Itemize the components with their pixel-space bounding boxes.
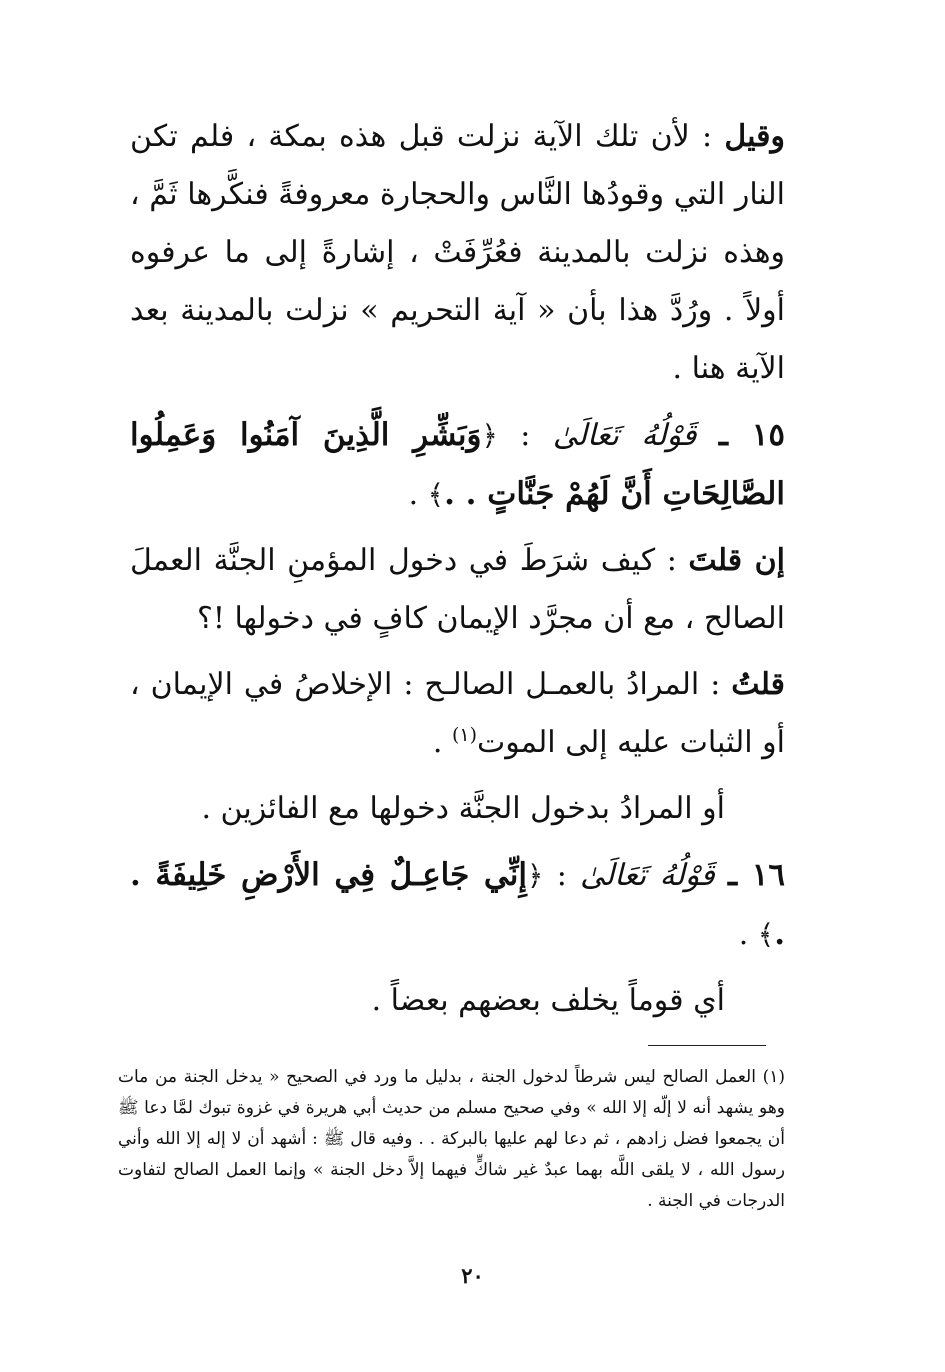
paragraph-3-text: : المرادُ بالعمـل الصالـح : الإخلاصُ في الإيمان ، أو الثبات عليه إلى الموت: [130, 667, 785, 760]
verse-16-text: إِنِّي جَاعِـلٌ فِي الأَرْضِ خَلِيفَةً . .: [130, 857, 785, 952]
verse-15-colon: :: [497, 418, 553, 453]
page-number: ٢٠: [461, 1263, 484, 1288]
paragraph-1-text: : لأن تلك الآية نزلت قبل هذه بمكة ، فلم تكن النار التي وقودُها النَّاس والحجارة معروفةً فنكَّرها ثَمَّ ، وهذه نزلت بالمدينة فعُرِّفَتْ ، إشارةً إلى ما عرفوه أولاً . ورُدَّ هذا بأن « آية التحريم » نزلت بالمدينة بعد الآية هنا .: [130, 119, 785, 386]
verse-16-heading: قَوْلُهُ تَعَالَىٰ: [580, 858, 715, 893]
verse-15-close-bracket: ﴾: [427, 478, 445, 511]
verse-15-end: .: [408, 477, 428, 512]
footnote-marker: (١): [451, 724, 478, 746]
footnote: [118, 1062, 785, 1217]
verse-15-open-bracket: ﴿: [481, 419, 498, 452]
paragraph-3-keyword: قلتُ: [731, 667, 785, 702]
verse-16-close-bracket: ﴾: [757, 918, 775, 951]
paragraph-3: [130, 656, 785, 772]
paragraph-2: [130, 532, 785, 648]
main-text: [130, 108, 785, 1030]
verse-16-end: .: [738, 917, 758, 952]
paragraph-2-keyword: إن قلتَ: [688, 543, 785, 578]
verse-16-open-bracket: ﴿: [526, 859, 544, 892]
verse-16: [130, 846, 785, 964]
paragraph-1-keyword: وقيل: [724, 119, 785, 154]
paragraph-1: [130, 108, 785, 398]
verse-15-number: ١٥ ـ: [718, 417, 785, 453]
verse-15-text: وَبَشِّرِ الَّذِينَ آمَنُوا وَعَمِلُوا الصَّالِحَاتِ أَنَّ لَهُمْ جَنَّاتٍ . .: [130, 417, 785, 512]
footnote-separator: [648, 1045, 766, 1046]
paragraph-2-text: : كيف شرَطَ في دخول المؤمنِ الجنَّة العملَ الصالح ، مع أن مجرَّد الإيمان كافٍ في دخولها !؟: [130, 543, 785, 636]
paragraph-4: [130, 780, 785, 838]
paragraph-5-text: أي قوماً يخلف بعضهم بعضاً .: [371, 983, 725, 1018]
verse-15: [130, 406, 785, 524]
verse-16-colon: :: [543, 858, 581, 893]
paragraph-3-end: .: [432, 725, 452, 760]
verse-15-heading: قَوْلُهُ تَعَالَىٰ: [552, 418, 697, 453]
paragraph-4-text: أو المرادُ بدخول الجنَّة دخولها مع الفائزين .: [201, 791, 725, 826]
footnote-text: (١) العمل الصالح ليس شرطاً لدخول الجنة ، بدليل ما ورد في الصحيح « يدخل الجنة من مات وهو يشهد أنه لا إلّه إلا الله » وفي صحيح مسلم من حديث أبي هريرة في غزوة تبوك لمَّا دعا ﷺ أن يجمعوا فضل زادهم ، ثم دعا لهم عليها بالبركة . . وفيه قال ﷺ : أشهد أن لا إله إلا الله وأني رسول الله ، لا يلقى اللَّه بهما عبدٌ غير شاكٍّ فيهما إلاَّ دخل الجنة » وإنما العمل الصالح لتفاوت الدرجات في الجنة .: [118, 1067, 785, 1211]
paragraph-5: [130, 972, 785, 1030]
verse-16-number: ١٦ ـ: [728, 857, 785, 893]
